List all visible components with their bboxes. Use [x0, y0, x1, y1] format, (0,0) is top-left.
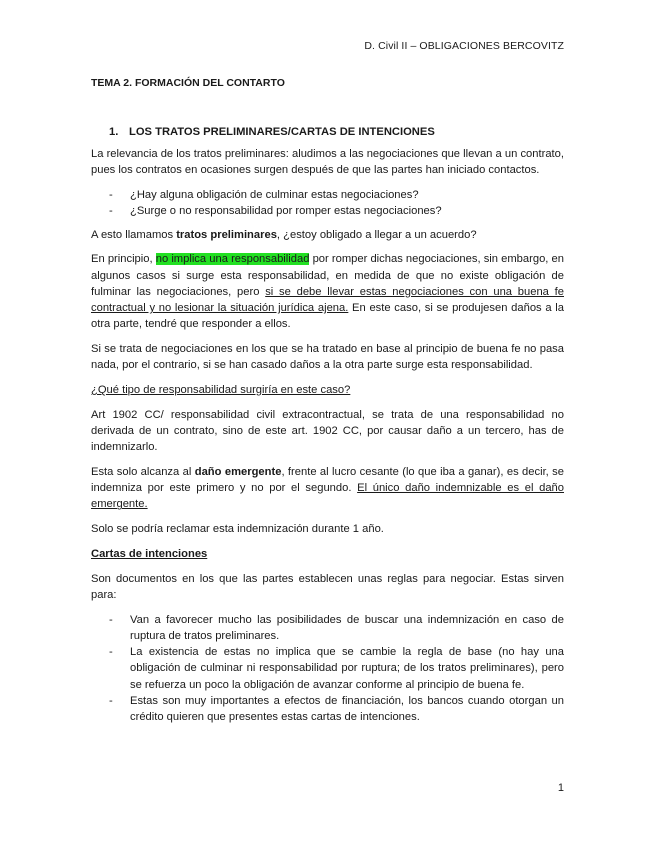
paragraph-plazo: Solo se podría reclamar esta indemnización durante 1 año. — [91, 523, 384, 536]
list-item — [109, 187, 564, 203]
list-item — [109, 693, 564, 725]
list-item — [109, 203, 564, 219]
text-run: , ¿estoy obligado a llegar a un acuerdo? — [276, 228, 477, 241]
question-heading: ¿Qué tipo de responsabilidad surgiría en este caso? — [91, 384, 351, 397]
list-item-text: Van a favorecer mucho las posibilidades de buscar una indemnización en caso de ruptura de tratos preliminares. — [130, 613, 564, 643]
document-body — [91, 124, 564, 732]
paragraph-dano-emergente — [91, 464, 564, 513]
question-list — [91, 187, 564, 219]
underlined-text: si se debe llevar estas negociaciones con una buena fe contractual y no lesionar la situación jurídica ajena. — [91, 285, 564, 315]
paragraph-art-1902: Art 1902 CC/ responsabilidad civil extracontractual, se trata de una responsabilidad no derivada de un contrato, sino de este art. 1902 CC, por causar daño a un tercero, has de indemnizarlo. — [91, 408, 564, 454]
dash-bullet: - — [109, 205, 113, 218]
list-item — [109, 644, 564, 693]
highlighted-text: no implica una responsabilidad — [155, 253, 310, 266]
paragraph-cartas: Son documentos en los que las partes establecen unas reglas para negociar. Estas sirven para: — [91, 572, 564, 602]
paragraph-buena-fe: Si se trata de negociaciones en los que se ha tratado en base al principio de buena fe no pasa nada, por el contrario, si se han casado daños a la otra parte surge esta responsabilidad. — [91, 343, 564, 372]
list-item-text: La existencia de estas no implica que se cambie la regla de base (no hay una obligación de culminar ni responsabilidad por ruptura; de los tratos preliminares), pero se refuerza un poco la obligación de avanzar conforme al principio de buena fe. — [130, 646, 564, 691]
cartas-list — [91, 612, 564, 725]
paragraph-principio — [91, 251, 564, 332]
text-run: , frente al lucro cesante (lo que iba a ganar), es decir, se indemniza por este primero y no por el segundo. — [91, 466, 564, 495]
bold-term: tratos preliminares — [176, 228, 277, 241]
section-heading — [109, 124, 564, 140]
page-number: 1 — [557, 782, 564, 794]
section-title: LOS TRATOS PRELIMINARES/CARTAS DE INTENCIONES — [129, 126, 435, 138]
dash-bullet: - — [109, 189, 113, 202]
text-run: En principio, — [91, 253, 156, 266]
list-item — [109, 612, 564, 644]
paragraph-relevancia: La relevancia de los tratos preliminares: aludimos a las negociaciones que llevan a un contrato, pues los contratos en ocasiones surgen después de que las partes han iniciado contactos. — [91, 148, 564, 177]
text-run: Esta solo alcanza al — [91, 466, 195, 479]
text-run: A esto llamamos — [91, 228, 177, 241]
page-header: D. Civil II – OBLIGACIONES BERCOVITZ — [364, 40, 564, 52]
list-item-text: ¿Hay alguna obligación de culminar estas negociaciones? — [130, 189, 419, 202]
dash-bullet: - — [109, 646, 113, 659]
bold-term: daño emergente — [194, 466, 282, 479]
paragraph-tratos — [91, 227, 564, 243]
document-title: TEMA 2. FORMACIÓN DEL CONTARTO — [91, 77, 285, 89]
list-item-text: Estas son muy importantes a efectos de financiación, los bancos cuando otorgan un crédito quieren que presentes estas cartas de intenciones. — [130, 694, 564, 724]
list-item-text: ¿Surge o no responsabilidad por romper estas negociaciones? — [130, 205, 442, 218]
text-run: En este caso, si se produjesen daños a la otra parte, tendré que responder a ellos. — [91, 302, 564, 331]
cartas-heading: Cartas de intenciones — [91, 548, 208, 561]
text-run: por romper dichas negociaciones, sin embargo, en algunos casos si surge esta responsabilidad, en medida de que no existe obligación de fulminar las negociaciones, pero — [91, 253, 564, 298]
section-number: 1. — [109, 126, 119, 138]
dash-bullet: - — [109, 613, 113, 626]
dash-bullet: - — [109, 694, 113, 707]
underlined-text: El único daño indemnizable es el daño emergente. — [91, 482, 564, 511]
